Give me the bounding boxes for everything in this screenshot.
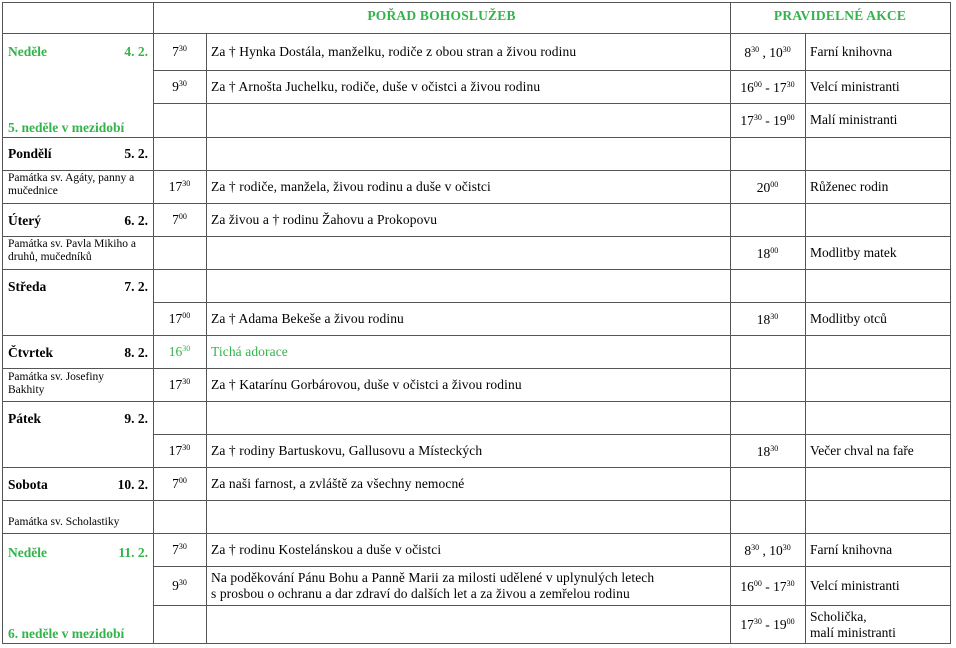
mass-intention-line: s prosbou o ochranu a dar zdraví do dalších let a za živou a zemřelou rodinu bbox=[211, 586, 630, 601]
time-hour: 17 bbox=[168, 376, 183, 392]
table-line bbox=[2, 236, 153, 237]
event-time-minute: 00 bbox=[770, 245, 779, 255]
time-hour: 7 bbox=[172, 43, 179, 59]
table-line bbox=[2, 2, 3, 643]
table-line bbox=[153, 500, 951, 501]
event-name: Růženec rodin bbox=[810, 178, 889, 194]
mass-intention: Za † Katarínu Gorbárovou, duše v očistci a živou rodinu bbox=[211, 376, 522, 392]
time-minute: 30 bbox=[182, 442, 191, 452]
feast-note: Památka sv. Josefiny Bakhity bbox=[8, 371, 105, 396]
day-name: Středa bbox=[8, 279, 47, 294]
table-line bbox=[2, 368, 153, 369]
time-hour: 17 bbox=[168, 310, 183, 326]
day-date: 7. 2. bbox=[124, 279, 148, 294]
day-name: Úterý bbox=[8, 213, 41, 228]
event-time-hour: 18 bbox=[756, 311, 771, 327]
service-time bbox=[153, 179, 206, 194]
event-time bbox=[730, 246, 805, 261]
day-date: 4. 2. bbox=[124, 44, 148, 59]
event-time-minute: 30 bbox=[770, 443, 779, 453]
event-time bbox=[730, 180, 805, 195]
event-name: Farní knihovna bbox=[810, 541, 893, 557]
event-time-minute: 30 bbox=[770, 311, 779, 321]
event-time bbox=[730, 312, 805, 327]
mass-intention: Za živou a † rodinu Žahovu a Prokopovu bbox=[211, 211, 438, 227]
event-time-minute: 00 bbox=[753, 79, 762, 89]
service-time bbox=[153, 212, 206, 227]
time-minute: 30 bbox=[182, 178, 191, 188]
event-time-hour: , 10 bbox=[759, 542, 783, 558]
event-name: Modlitby otců bbox=[810, 310, 887, 326]
liturgical-note: 5. neděle v mezidobí bbox=[8, 120, 125, 135]
time-minute: 30 bbox=[178, 43, 187, 53]
event-time bbox=[730, 543, 805, 558]
header-services: POŘAD BOHOSLUŽEB bbox=[367, 8, 516, 23]
mass-intention: Za † rodiče, manžela, živou rodinu a duše v očistci bbox=[211, 178, 491, 194]
table-line bbox=[2, 533, 951, 534]
event-name-line: Scholička, bbox=[810, 609, 867, 624]
mass-intention: Za † Adama Bekeše a živou rodinu bbox=[211, 310, 404, 326]
time-minute: 30 bbox=[182, 343, 191, 353]
event-name: Velcí ministranti bbox=[810, 78, 900, 94]
header-events: PRAVIDELNÉ AKCE bbox=[773, 8, 907, 23]
day-name: Neděle bbox=[8, 44, 47, 59]
event-time-minute: 30 bbox=[786, 578, 795, 588]
table-line bbox=[2, 33, 951, 34]
day-name: Pondělí bbox=[8, 146, 52, 161]
table-line bbox=[153, 103, 951, 104]
event-time-minute: 00 bbox=[786, 617, 795, 626]
time-hour: 17 bbox=[168, 442, 183, 458]
table-line bbox=[805, 33, 806, 643]
time-minute: 30 bbox=[178, 577, 187, 587]
mass-intention: Za † rodiny Bartuskovu, Gallusovu a Místeckých bbox=[211, 442, 483, 458]
day-date: 5. 2. bbox=[124, 146, 148, 161]
table-line bbox=[153, 170, 951, 171]
feast-note: Památka sv. Agáty, panny a mučednice bbox=[8, 172, 135, 197]
feast-note: Památka sv. Pavla Mikiho a druhů, mučedníků bbox=[8, 238, 136, 263]
table-line bbox=[153, 605, 951, 606]
event-time-hour: - 17 bbox=[761, 578, 787, 594]
event-name: Farní knihovna bbox=[810, 43, 893, 59]
time-minute: 00 bbox=[182, 310, 191, 320]
event-time bbox=[730, 579, 805, 594]
event-time-minute: 30 bbox=[753, 617, 762, 626]
event-time-hour: - 19 bbox=[761, 617, 787, 632]
event-time-minute: 00 bbox=[753, 578, 762, 588]
event-time-hour: 18 bbox=[756, 443, 771, 459]
service-time bbox=[153, 443, 206, 458]
day-name: Neděle bbox=[8, 545, 47, 560]
time-hour: 7 bbox=[172, 475, 179, 491]
event-name-line: malí ministranti bbox=[810, 625, 896, 640]
table-line bbox=[2, 335, 951, 336]
event-time-hour: 16 bbox=[740, 578, 754, 594]
table-line bbox=[2, 643, 951, 644]
event-time bbox=[730, 45, 805, 60]
event-time-hour: 8 bbox=[744, 542, 752, 558]
event-time-hour: 18 bbox=[756, 245, 771, 261]
table-line bbox=[2, 170, 153, 171]
service-time bbox=[153, 44, 206, 59]
table-line bbox=[2, 467, 951, 468]
event-time-minute: 30 bbox=[782, 542, 791, 552]
event-time-minute: 00 bbox=[770, 179, 779, 189]
table-line bbox=[2, 2, 951, 3]
time-minute: 00 bbox=[178, 475, 187, 485]
day-date: 10. 2. bbox=[117, 477, 148, 492]
table-line bbox=[950, 2, 951, 643]
table-line bbox=[153, 302, 951, 303]
event-time-minute: 00 bbox=[786, 113, 795, 122]
mass-intention: Za † rodinu Kostelánskou a duše v očistci bbox=[211, 541, 442, 557]
day-name: Sobota bbox=[8, 477, 48, 492]
service-time bbox=[153, 311, 206, 326]
time-minute: 30 bbox=[178, 78, 187, 88]
service-time bbox=[153, 578, 206, 593]
feast-note: Památka sv. Scholastiky bbox=[8, 516, 120, 528]
table-line bbox=[153, 368, 951, 369]
day-date: 6. 2. bbox=[124, 213, 148, 228]
table-line bbox=[153, 434, 951, 435]
mass-intention: Za † Hynka Dostála, manželku, rodiče z obou stran a živou rodinu bbox=[211, 43, 577, 59]
table-line bbox=[2, 203, 951, 204]
time-hour: 9 bbox=[172, 577, 179, 593]
event-name: Malí ministranti bbox=[810, 112, 898, 127]
day-date: 9. 2. bbox=[124, 411, 148, 426]
service-time bbox=[153, 542, 206, 557]
event-time bbox=[730, 113, 805, 128]
time-minute: 00 bbox=[178, 211, 187, 221]
day-date: 11. 2. bbox=[118, 545, 148, 560]
event-time bbox=[730, 444, 805, 459]
event-time-minute: 30 bbox=[786, 79, 795, 89]
time-hour: 9 bbox=[172, 78, 179, 94]
liturgical-note: 6. neděle v mezidobí bbox=[8, 626, 125, 641]
time-minute: 30 bbox=[182, 376, 191, 386]
event-time-hour: 17 bbox=[740, 113, 754, 128]
event-name: Večer chval na faře bbox=[810, 442, 914, 458]
table-line bbox=[153, 236, 951, 237]
table-line bbox=[2, 137, 951, 138]
table-line bbox=[206, 33, 207, 643]
service-time bbox=[153, 476, 206, 491]
day-date: 8. 2. bbox=[124, 345, 148, 360]
event-time-hour: 8 bbox=[744, 44, 752, 60]
event-name: Modlitby matek bbox=[810, 244, 897, 260]
service-time bbox=[153, 79, 206, 94]
event-time-hour: 16 bbox=[740, 79, 754, 95]
time-hour: 16 bbox=[168, 343, 183, 359]
day-name: Čtvrtek bbox=[8, 345, 53, 360]
time-minute: 30 bbox=[178, 541, 187, 551]
event-time-hour: - 19 bbox=[761, 113, 787, 128]
event-time-minute: 30 bbox=[751, 44, 760, 54]
table-line bbox=[2, 401, 951, 402]
mass-intention: Tichá adorace bbox=[211, 343, 288, 359]
event-time-minute: 30 bbox=[753, 113, 762, 122]
table-line bbox=[153, 70, 951, 71]
day-name: Pátek bbox=[8, 411, 41, 426]
service-time bbox=[153, 344, 206, 359]
event-time-hour: - 17 bbox=[761, 79, 787, 95]
event-time-hour: 17 bbox=[740, 617, 754, 632]
mass-intention-line: Na poděkování Pánu Bohu a Panně Marii za milosti udělené v uplynulých letech bbox=[211, 570, 655, 585]
service-time bbox=[153, 377, 206, 392]
table-line bbox=[2, 500, 153, 501]
time-hour: 7 bbox=[172, 541, 179, 557]
event-time-hour: 20 bbox=[756, 179, 771, 195]
event-time bbox=[730, 80, 805, 95]
event-name: Velcí ministranti bbox=[810, 577, 900, 593]
time-hour: 7 bbox=[172, 211, 179, 227]
table-line bbox=[2, 269, 951, 270]
time-hour: 17 bbox=[168, 178, 183, 194]
mass-intention: Za naši farnost, a zvláště za všechny nemocné bbox=[211, 475, 465, 491]
mass-intention: Za † Arnošta Juchelku, rodiče, duše v očistci a živou rodinu bbox=[211, 78, 541, 94]
event-time bbox=[730, 617, 805, 632]
event-time-hour: , 10 bbox=[759, 44, 783, 60]
event-time-minute: 30 bbox=[782, 44, 791, 54]
table-line bbox=[153, 566, 951, 567]
event-time-minute: 30 bbox=[751, 542, 760, 552]
